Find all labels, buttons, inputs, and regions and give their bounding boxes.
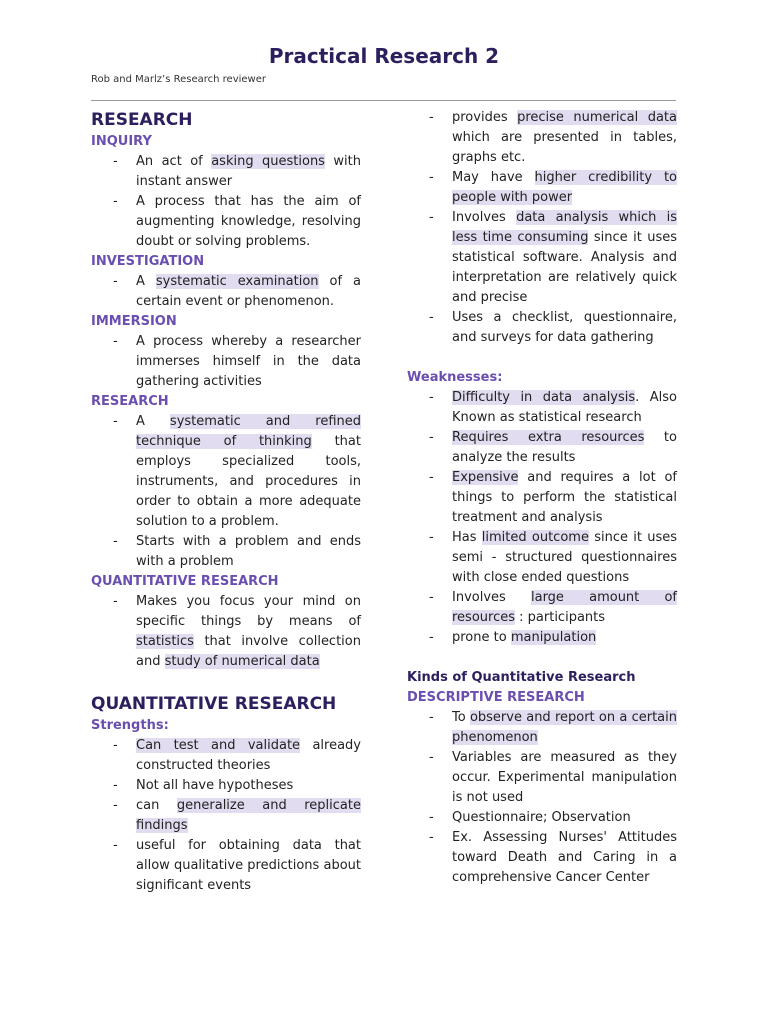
highlight: Can test and validate	[136, 738, 301, 753]
list-item: - A systematic and refined technique of thinking that employs specialized tools, instruments, and procedures in order to obtain a more adequate solution to a problem.	[91, 412, 361, 532]
list-item: - provides precise numerical data which are presented in tables, graphs etc.	[407, 108, 677, 168]
section-heading-quantitative-research: QUANTITATIVE RESEARCH	[91, 694, 337, 714]
highlight: data analysis which is less time consuming	[452, 210, 677, 245]
highlight: precise numerical data	[517, 110, 677, 125]
list-item: - A process whereby a researcher immerses himself in the data gathering activities	[91, 332, 361, 392]
list-item: - Makes you focus your mind on specific things by means of statistics that involve collection and study of numerical data	[91, 592, 361, 672]
highlight: Difficulty in data analysis	[452, 390, 636, 405]
list-item: - A process that has the aim of augmenting knowledge, resolving doubt or solving problems.	[91, 192, 361, 252]
list-item: - Requires extra resources to analyze the results	[407, 428, 677, 468]
investigation-list	[91, 272, 361, 312]
list-item: - Can test and validate already constructed theories	[91, 736, 361, 776]
highlight: manipulation	[510, 630, 597, 645]
list-item: - prone to manipulation	[407, 628, 677, 648]
section-heading-research: RESEARCH	[91, 110, 193, 130]
list-item: - Has limited outcome since it uses semi - structured questionnaires with close ended questions	[407, 528, 677, 588]
list-item: - can generalize and replicate findings	[91, 796, 361, 836]
subheading-kinds: Kinds of Quantitative Research	[407, 670, 636, 685]
highlight: Expensive	[452, 470, 519, 485]
list-item: - Involves large amount of resources : participants	[407, 588, 677, 628]
list-item: - An act of asking questions with instant answer	[91, 152, 361, 192]
header-divider	[91, 100, 676, 101]
research-list	[91, 412, 361, 572]
strengths-continued-list	[407, 108, 677, 348]
list-item: - Questionnaire; Observation	[407, 808, 677, 828]
highlight: asking questions	[211, 154, 325, 169]
highlight: systematic and refined technique of thinking	[136, 414, 361, 449]
subheading-inquiry: INQUIRY	[91, 134, 152, 149]
highlight: Requires extra resources	[452, 430, 645, 445]
list-item: - May have higher credibility to people with power	[407, 168, 677, 208]
list-item: - Starts with a problem and ends with a problem	[91, 532, 361, 572]
highlight: systematic examination	[155, 274, 319, 289]
highlight: generalize and replicate findings	[136, 798, 361, 833]
inquiry-list	[91, 152, 361, 252]
page-subtitle: Rob and Marlz’s Research reviewer	[91, 74, 266, 85]
weaknesses-list	[407, 388, 677, 648]
highlight: large amount of resources	[452, 590, 677, 625]
list-item: - Uses a checklist, questionnaire, and surveys for data gathering	[407, 308, 677, 348]
descriptive-list	[407, 708, 677, 888]
page-title: Practical Research 2	[268, 44, 500, 68]
highlight: observe and report on a certain phenomenon	[452, 710, 677, 745]
list-item: - useful for obtaining data that allow qualitative predictions about significant events	[91, 836, 361, 896]
list-item: - Expensive and requires a lot of things to perform the statistical treatment and analysis	[407, 468, 677, 528]
right-column	[407, 108, 677, 888]
subheading-investigation: INVESTIGATION	[91, 254, 205, 269]
left-column	[91, 108, 361, 896]
list-item: - Not all have hypotheses	[91, 776, 361, 796]
subheading-descriptive-research: DESCRIPTIVE RESEARCH	[407, 690, 585, 705]
list-item: - Involves data analysis which is less time consuming since it uses statistical software. Analysis and interpretation are relatively quick and precise	[407, 208, 677, 308]
subheading-immersion: IMMERSION	[91, 314, 177, 329]
strengths-list	[91, 736, 361, 896]
highlight: limited outcome	[481, 530, 589, 545]
list-item: - A systematic examination of a certain event or phenomenon.	[91, 272, 361, 312]
quantitative-definition-list	[91, 592, 361, 672]
list-item: - Difficulty in data analysis. Also Known as statistical research	[407, 388, 677, 428]
immersion-list	[91, 332, 361, 392]
highlight: higher credibility to people with power	[452, 170, 677, 205]
subheading-quantitative-research: QUANTITATIVE RESEARCH	[91, 574, 279, 589]
highlight: study of numerical data	[164, 654, 320, 669]
list-item: - To observe and report on a certain phenomenon	[407, 708, 677, 748]
subheading-strengths: Strengths:	[91, 718, 169, 733]
list-item: - Variables are measured as they occur. Experimental manipulation is not used	[407, 748, 677, 808]
subheading-research: RESEARCH	[91, 394, 169, 409]
subheading-weaknesses: Weaknesses:	[407, 370, 503, 385]
list-item: - Ex. Assessing Nurses' Attitudes toward Death and Caring in a comprehensive Cancer Center	[407, 828, 677, 888]
highlight: statistics	[136, 634, 194, 649]
